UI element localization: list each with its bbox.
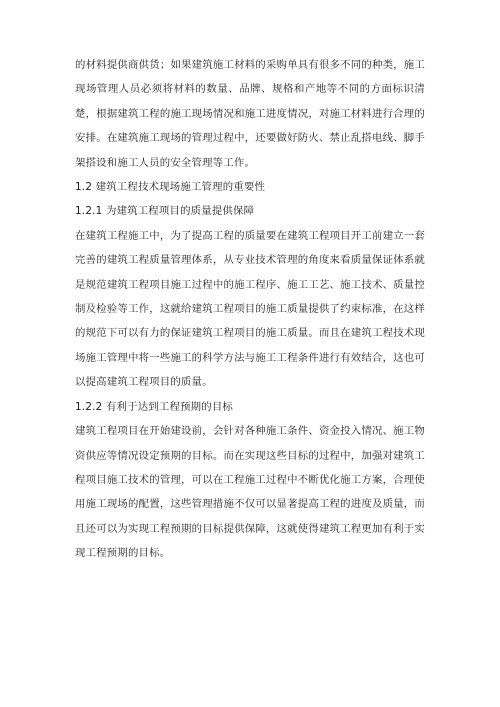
paragraph-materials-management: 的材料提供商供货；如果建筑施工材料的采购单具有很多不同的种类，施工现场管理人员必须将材料的数量、品牌、规格和产地等不同的方面标识清楚，根据建筑工程的施工现场情况和施工进度情况，对施工材料进行合理的安排。在建筑施工现场的管理过程中，还要做好防火、禁止乱搭电线、脚手架搭设和施工人员的安全管理等工作。 [75,59,425,169]
heading-1-2: 1.2 建筑工程技术现场施工管理的重要性 [75,181,266,194]
heading-1-2-2: 1.2.2 有利于达到工程预期的目标 [75,400,234,413]
heading-1-2-1: 1.2.1 为建筑工程项目的质量提供保障 [75,205,255,218]
paragraph-expected-goals: 建筑工程项目在开始建设前，会针对各种施工条件、资金投入情况、施工物资供应等情况设定预期的目标。而在实现这些目标的过程中，加强对建筑工程项目施工技术的管理，可以在工程施工过程中不断优化施工方案，合理使用施工现场的配置，这些管理措施不仅可以显著提高工程的进度及质量，而且还可以为实现工程预期的目标提供保障，这就使得建筑工程更加有利于实现工程预期的目标。 [75,425,425,560]
document-body [75,53,425,566]
paragraph-quality-assurance: 在建筑工程施工中，为了提高工程的质量要在建筑工程项目开工前建立一套完善的建筑工程质量管理体系，从专业技术管理的角度来看质量保证体系就是规范建筑工程项目施工过程中的施工程序、施工工艺、施工技术、质量控制及检验等工作，这就给建筑工程项目的施工质量提供了约束标准，在这样的规范下可以有力的保证建筑工程项目的施工质量。而且在建筑工程技术现场施工管理中将一些施工的科学方法与施工工程条件进行有效结合，这也可以提高建筑工程项目的质量。 [75,229,425,389]
